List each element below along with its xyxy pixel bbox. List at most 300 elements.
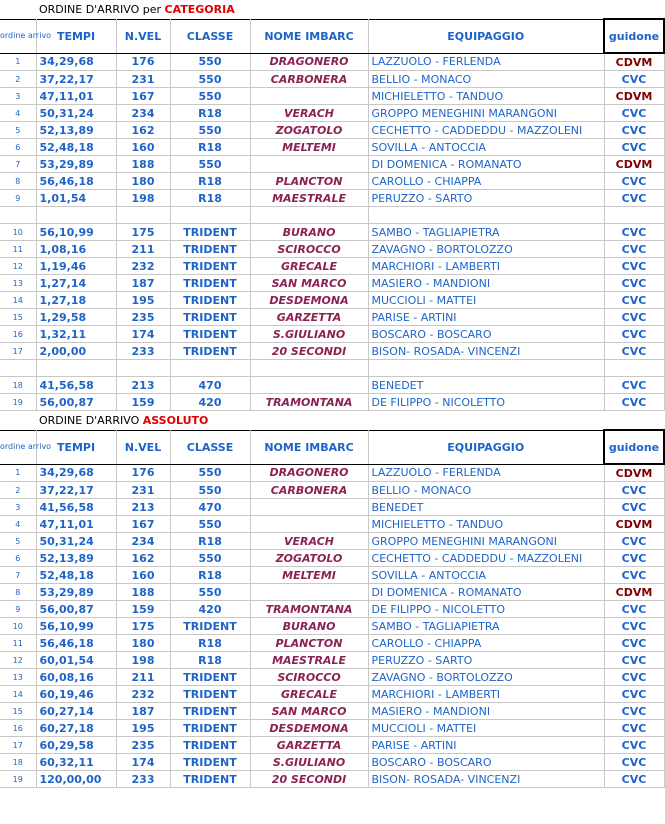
cell-nome-imbarc [250,584,368,601]
cell-nome-imbarc: 20 SECONDI [250,343,368,360]
cell-tempi: 56,10,99 [36,224,116,241]
cell-nome-imbarc: MELTEMI [250,567,368,584]
cell-classe: TRIDENT [170,241,250,258]
cell-equipaggio: MASIERO - MANDIONI [368,275,604,292]
cell-nome-imbarc: MELTEMI [250,139,368,156]
cell-ordine: 9 [0,601,36,618]
cell-classe: 550 [170,122,250,139]
cell-nvel: 198 [116,652,170,669]
cell-equipaggio: BOSCARO - BOSCARO [368,326,604,343]
cell-classe: TRIDENT [170,771,250,788]
cell-equipaggio: MARCHIORI - LAMBERTI [368,258,604,275]
cell-tempi: 60,01,54 [36,652,116,669]
section-title-prefix: ORDINE D'ARRIVO [39,413,140,427]
cell-nome-imbarc: MAESTRALE [250,652,368,669]
empty-cell [170,360,250,377]
cell-nvel: 175 [116,618,170,635]
cell-ordine: 14 [0,292,36,309]
cell-tempi: 52,13,89 [36,550,116,567]
cell-nvel: 235 [116,737,170,754]
cell-ordine: 17 [0,343,36,360]
cell-classe: TRIDENT [170,703,250,720]
section-title [36,0,250,19]
cell-tempi: 1,27,18 [36,292,116,309]
cell-equipaggio: DI DOMENICA - ROMANATO [368,156,604,173]
cell-classe: TRIDENT [170,326,250,343]
cell-equipaggio: GROPPO MENEGHINI MARANGONI [368,533,604,550]
header-nome-imbarc: NOME IMBARC [250,19,368,53]
cell-tempi: 41,56,58 [36,377,116,394]
header-nvel: N.VEL [116,19,170,53]
cell-nvel: 167 [116,88,170,105]
table-row [0,482,664,499]
cell-tempi: 2,00,00 [36,343,116,360]
cell-classe: TRIDENT [170,343,250,360]
cell-tempi: 60,08,16 [36,669,116,686]
cell-guidone: CVC [604,703,664,720]
table-row [0,53,664,71]
cell-tempi: 56,46,18 [36,173,116,190]
cell-guidone: CDVM [604,156,664,173]
cell-nvel: 174 [116,754,170,771]
cell-classe: 550 [170,482,250,499]
cell-nvel: 231 [116,482,170,499]
cell-guidone: CVC [604,771,664,788]
cell-classe: 420 [170,601,250,618]
cell-equipaggio: ZAVAGNO - BORTOLOZZO [368,241,604,258]
cell-tempi: 56,46,18 [36,635,116,652]
cell-tempi: 1,27,14 [36,275,116,292]
header-tempi: TEMPI [36,19,116,53]
cell-equipaggio: PARISE - ARTINI [368,309,604,326]
section-title-row [0,0,664,19]
cell-ordine: 12 [0,258,36,275]
cell-equipaggio: LAZZUOLO - FERLENDA [368,53,604,71]
cell-nome-imbarc: VERACH [250,533,368,550]
cell-equipaggio: PARISE - ARTINI [368,737,604,754]
cell-guidone: CVC [604,241,664,258]
table-row [0,258,664,275]
empty-cell [116,207,170,224]
cell-guidone: CVC [604,377,664,394]
cell-equipaggio: GROPPO MENEGHINI MARANGONI [368,105,604,122]
cell-classe: 550 [170,584,250,601]
cell-tempi: 37,22,17 [36,482,116,499]
empty-cell [250,207,368,224]
cell-guidone: CVC [604,258,664,275]
title-spacer [250,0,664,19]
table-row [0,88,664,105]
cell-ordine: 7 [0,156,36,173]
cell-tempi: 52,48,18 [36,139,116,156]
cell-ordine: 13 [0,275,36,292]
cell-classe: R18 [170,652,250,669]
cell-tempi: 52,13,89 [36,122,116,139]
cell-equipaggio: PERUZZO - SARTO [368,652,604,669]
header-ordine: ordine arrivo [0,19,36,53]
cell-equipaggio: MUCCIOLI - MATTEI [368,292,604,309]
cell-nvel: 176 [116,53,170,71]
cell-classe: 550 [170,550,250,567]
cell-classe: TRIDENT [170,258,250,275]
cell-guidone: CVC [604,499,664,516]
cell-nvel: 176 [116,464,170,482]
cell-nome-imbarc: S.GIULIANO [250,754,368,771]
cell-guidone: CVC [604,669,664,686]
table-row [0,652,664,669]
table-row [0,326,664,343]
cell-tempi: 47,11,01 [36,88,116,105]
cell-tempi: 50,31,24 [36,105,116,122]
empty-cell [170,207,250,224]
cell-nvel: 159 [116,394,170,411]
table-row [0,343,664,360]
cell-guidone: CVC [604,533,664,550]
cell-tempi: 34,29,68 [36,53,116,71]
table-row [0,618,664,635]
empty-cell [36,207,116,224]
table-row [0,122,664,139]
cell-equipaggio: BISON- ROSADA- VINCENZI [368,771,604,788]
cell-nome-imbarc: GARZETTA [250,309,368,326]
cell-tempi: 60,27,18 [36,720,116,737]
cell-classe: TRIDENT [170,720,250,737]
cell-guidone: CDVM [604,584,664,601]
cell-ordine: 16 [0,326,36,343]
table-row [0,224,664,241]
cell-classe: 550 [170,71,250,88]
section-title-emphasis: ASSOLUTO [142,413,209,427]
table-row [0,754,664,771]
cell-tempi: 1,01,54 [36,190,116,207]
cell-tempi: 52,48,18 [36,567,116,584]
title-spacer [250,411,664,431]
cell-classe: TRIDENT [170,669,250,686]
table-row [0,241,664,258]
cell-tempi: 41,56,58 [36,499,116,516]
cell-ordine: 19 [0,771,36,788]
cell-guidone: CVC [604,309,664,326]
cell-tempi: 50,31,24 [36,533,116,550]
cell-ordine: 11 [0,635,36,652]
cell-guidone: CDVM [604,516,664,533]
cell-classe: TRIDENT [170,754,250,771]
cell-nvel: 233 [116,771,170,788]
cell-nome-imbarc: PLANCTON [250,173,368,190]
cell-guidone: CVC [604,326,664,343]
cell-guidone: CVC [604,343,664,360]
cell-classe: 420 [170,394,250,411]
cell-nome-imbarc: PLANCTON [250,635,368,652]
cell-classe: TRIDENT [170,309,250,326]
cell-ordine: 8 [0,173,36,190]
cell-tempi: 34,29,68 [36,464,116,482]
cell-ordine: 10 [0,618,36,635]
cell-classe: 550 [170,464,250,482]
title-spacer [0,0,36,19]
cell-equipaggio: CAROLLO - CHIAPPA [368,635,604,652]
cell-ordine: 6 [0,139,36,156]
cell-equipaggio: DI DOMENICA - ROMANATO [368,584,604,601]
cell-nome-imbarc: DRAGONERO [250,464,368,482]
header-equipaggio: EQUIPAGGIO [368,19,604,53]
cell-equipaggio: SAMBO - TAGLIAPIETRA [368,618,604,635]
cell-nvel: 195 [116,720,170,737]
cell-equipaggio: SOVILLA - ANTOCCIA [368,567,604,584]
cell-ordine: 4 [0,105,36,122]
table-row [0,292,664,309]
cell-nvel: 180 [116,635,170,652]
cell-equipaggio: LAZZUOLO - FERLENDA [368,464,604,482]
cell-classe: 550 [170,156,250,173]
cell-nome-imbarc: S.GIULIANO [250,326,368,343]
cell-tempi: 60,19,46 [36,686,116,703]
cell-ordine: 12 [0,652,36,669]
cell-guidone: CVC [604,601,664,618]
cell-ordine: 11 [0,241,36,258]
cell-classe: R18 [170,533,250,550]
cell-nome-imbarc: SCIROCCO [250,669,368,686]
title-spacer [0,411,36,431]
cell-nvel: 174 [116,326,170,343]
table-row [0,686,664,703]
table-row [0,567,664,584]
cell-tempi: 56,00,87 [36,601,116,618]
cell-classe: TRIDENT [170,737,250,754]
cell-ordine: 5 [0,533,36,550]
cell-classe: 550 [170,516,250,533]
cell-ordine: 13 [0,669,36,686]
table-row [0,71,664,88]
cell-nvel: 159 [116,601,170,618]
cell-nome-imbarc [250,88,368,105]
cell-equipaggio: BISON- ROSADA- VINCENZI [368,343,604,360]
cell-nome-imbarc: 20 SECONDI [250,771,368,788]
cell-guidone: CVC [604,71,664,88]
cell-classe: 550 [170,88,250,105]
cell-nome-imbarc [250,377,368,394]
cell-nvel: 198 [116,190,170,207]
cell-classe: R18 [170,173,250,190]
cell-tempi: 53,29,89 [36,584,116,601]
cell-guidone: CDVM [604,88,664,105]
section-title-row [0,411,664,431]
cell-guidone: CVC [604,105,664,122]
table-header-row [0,430,664,464]
cell-tempi: 60,32,11 [36,754,116,771]
table-row [0,533,664,550]
header-nome-imbarc: NOME IMBARC [250,430,368,464]
cell-classe: 550 [170,53,250,71]
cell-classe: R18 [170,635,250,652]
table-row [0,720,664,737]
table-row [0,499,664,516]
cell-ordine: 9 [0,190,36,207]
header-nvel: N.VEL [116,430,170,464]
cell-nvel: 211 [116,241,170,258]
table-row [0,703,664,720]
table-row [0,516,664,533]
cell-guidone: CVC [604,635,664,652]
header-guidone: guidone [604,19,664,53]
table-row [0,105,664,122]
cell-equipaggio: BOSCARO - BOSCARO [368,754,604,771]
cell-ordine: 10 [0,224,36,241]
cell-equipaggio: MICHIELETTO - TANDUO [368,516,604,533]
cell-tempi: 56,10,99 [36,618,116,635]
empty-cell [604,360,664,377]
cell-classe: TRIDENT [170,275,250,292]
cell-nome-imbarc [250,156,368,173]
cell-nvel: 213 [116,499,170,516]
cell-guidone: CVC [604,394,664,411]
cell-tempi: 1,29,58 [36,309,116,326]
cell-ordine: 18 [0,754,36,771]
cell-guidone: CVC [604,567,664,584]
cell-nome-imbarc: SAN MARCO [250,703,368,720]
table-row [0,377,664,394]
cell-nome-imbarc: MAESTRALE [250,190,368,207]
cell-ordine: 4 [0,516,36,533]
cell-nome-imbarc: CARBONERA [250,482,368,499]
cell-nvel: 187 [116,275,170,292]
cell-equipaggio: MASIERO - MANDIONI [368,703,604,720]
table-row [0,601,664,618]
table-row [0,464,664,482]
cell-guidone: CVC [604,720,664,737]
cell-equipaggio: BENEDET [368,499,604,516]
cell-equipaggio: PERUZZO - SARTO [368,190,604,207]
cell-nome-imbarc: BURANO [250,618,368,635]
cell-nome-imbarc: BURANO [250,224,368,241]
cell-equipaggio: BELLIO - MONACO [368,482,604,499]
cell-equipaggio: CAROLLO - CHIAPPA [368,173,604,190]
cell-tempi: 60,29,58 [36,737,116,754]
cell-ordine: 7 [0,567,36,584]
cell-ordine: 15 [0,703,36,720]
table-row [0,275,664,292]
cell-equipaggio: MARCHIORI - LAMBERTI [368,686,604,703]
cell-nome-imbarc: GRECALE [250,686,368,703]
cell-nvel: 162 [116,550,170,567]
cell-ordine: 6 [0,550,36,567]
cell-nome-imbarc: TRAMONTANA [250,601,368,618]
table-row [0,669,664,686]
table-row [0,550,664,567]
cell-guidone: CVC [604,737,664,754]
cell-tempi: 47,11,01 [36,516,116,533]
cell-guidone: CVC [604,618,664,635]
cell-equipaggio: CECHETTO - CADDEDDU - MAZZOLENI [368,550,604,567]
cell-tempi: 120,00,00 [36,771,116,788]
cell-ordine: 18 [0,377,36,394]
header-classe: CLASSE [170,430,250,464]
cell-guidone: CVC [604,550,664,567]
empty-cell [368,360,604,377]
table-header-row [0,19,664,53]
cell-tempi: 56,00,87 [36,394,116,411]
cell-classe: R18 [170,139,250,156]
cell-nome-imbarc: CARBONERA [250,71,368,88]
cell-nvel: 160 [116,567,170,584]
cell-equipaggio: DE FILIPPO - NICOLETTO [368,394,604,411]
header-equipaggio: EQUIPAGGIO [368,430,604,464]
empty-cell [0,360,36,377]
cell-equipaggio: MICHIELETTO - TANDUO [368,88,604,105]
cell-classe: 470 [170,377,250,394]
cell-ordine: 1 [0,53,36,71]
header-ordine: ordine arrivo [0,430,36,464]
empty-cell [116,360,170,377]
cell-nome-imbarc: GRECALE [250,258,368,275]
cell-ordine: 8 [0,584,36,601]
cell-nvel: 232 [116,686,170,703]
empty-cell [36,360,116,377]
header-classe: CLASSE [170,19,250,53]
cell-guidone: CVC [604,224,664,241]
cell-guidone: CVC [604,652,664,669]
cell-nome-imbarc: ZOGATOLO [250,122,368,139]
cell-nvel: 234 [116,533,170,550]
cell-guidone: CDVM [604,53,664,71]
cell-nome-imbarc [250,499,368,516]
empty-cell [368,207,604,224]
cell-tempi: 1,32,11 [36,326,116,343]
cell-guidone: CVC [604,275,664,292]
cell-nvel: 160 [116,139,170,156]
table-row [0,394,664,411]
cell-guidone: CVC [604,173,664,190]
cell-tempi: 37,22,17 [36,71,116,88]
cell-guidone: CVC [604,122,664,139]
header-tempi: TEMPI [36,430,116,464]
cell-nome-imbarc: DESDEMONA [250,292,368,309]
cell-nvel: 188 [116,584,170,601]
cell-guidone: CDVM [604,464,664,482]
cell-ordine: 17 [0,737,36,754]
cell-ordine: 16 [0,720,36,737]
cell-nome-imbarc [250,516,368,533]
cell-nvel: 195 [116,292,170,309]
cell-nvel: 234 [116,105,170,122]
cell-nvel: 180 [116,173,170,190]
cell-guidone: CVC [604,686,664,703]
cell-classe: R18 [170,190,250,207]
cell-nvel: 213 [116,377,170,394]
cell-nvel: 187 [116,703,170,720]
group-separator-row [0,360,664,377]
cell-nome-imbarc: GARZETTA [250,737,368,754]
cell-equipaggio: CECHETTO - CADDEDDU - MAZZOLENI [368,122,604,139]
table-row [0,737,664,754]
cell-equipaggio: MUCCIOLI - MATTEI [368,720,604,737]
cell-nvel: 211 [116,669,170,686]
cell-guidone: CVC [604,292,664,309]
cell-guidone: CVC [604,754,664,771]
section-title-prefix: ORDINE D'ARRIVO per [39,2,161,16]
table-row [0,309,664,326]
cell-nvel: 232 [116,258,170,275]
cell-nvel: 231 [116,71,170,88]
cell-equipaggio: BENEDET [368,377,604,394]
cell-nome-imbarc: SAN MARCO [250,275,368,292]
header-guidone: guidone [604,430,664,464]
cell-classe: R18 [170,105,250,122]
cell-nvel: 188 [116,156,170,173]
cell-classe: TRIDENT [170,618,250,635]
table-row [0,190,664,207]
table-row [0,156,664,173]
